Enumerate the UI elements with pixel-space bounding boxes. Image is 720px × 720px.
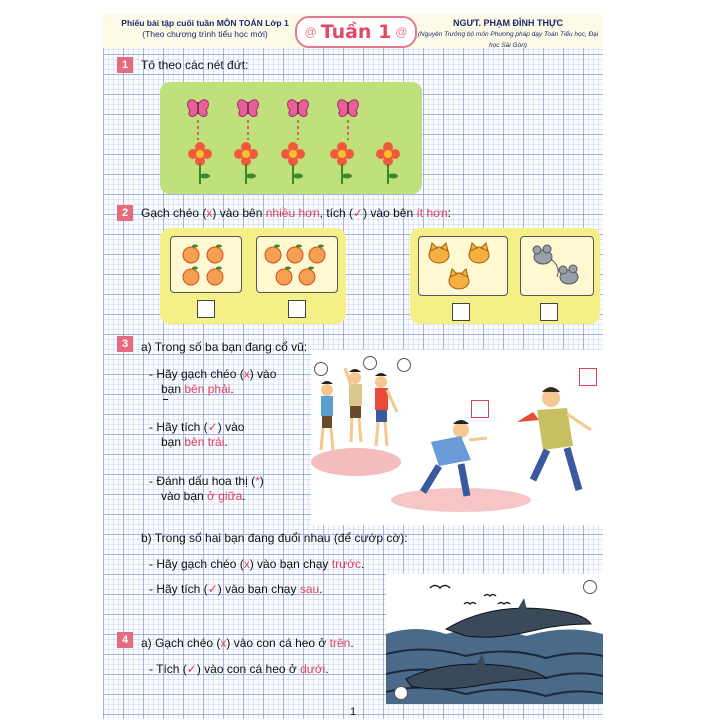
cat-mouse-panel: [410, 228, 600, 324]
cat-group-art: [419, 237, 507, 295]
answer-circle-dolphin-top[interactable]: [583, 580, 597, 594]
q4l1-post: .: [350, 636, 354, 650]
peach-panel: [160, 228, 346, 324]
peach-group-left-art: [171, 237, 241, 292]
q3b1-mid: ) vào bạn chạy: [249, 557, 332, 571]
butterfly-icon: [188, 100, 209, 117]
butterfly-icon: [338, 100, 359, 117]
q3a1-pre: - Hãy gạch chéo (: [149, 367, 244, 381]
q4-line1: [141, 636, 354, 650]
peach-icon: [207, 269, 223, 285]
answer-circle-child-middle[interactable]: [363, 356, 377, 370]
header-left: [115, 18, 295, 40]
cat-icon: [429, 243, 449, 263]
q3a3-l2-post: .: [242, 489, 246, 503]
snail-left-icon: @: [304, 25, 317, 39]
chasing-child-behind: [423, 420, 487, 496]
q3b2-pre: - Hãy tích (: [149, 582, 208, 596]
q3b-title: b) Trong số hai bạn đang đuổi nhau (để cướp cờ):: [141, 531, 408, 545]
q2-text-e: :: [447, 206, 452, 220]
peach-icon: [183, 269, 199, 285]
cheering-child-middle: [345, 368, 362, 442]
worksheet-page: [103, 14, 603, 719]
q3b-item2: [149, 582, 323, 596]
dashed-trace-lines: [198, 120, 348, 140]
q3a3-l2-red: ở giữa: [207, 489, 243, 503]
check-mark: ✓: [207, 582, 218, 596]
peach-icon: [265, 247, 281, 263]
q3a3-pre: - Đánh dấu hoa thị (: [149, 474, 256, 488]
mouse-icon: [559, 265, 578, 284]
q3b1-pre: - Hãy gạch chéo (: [149, 557, 244, 571]
butterfly-icon: [238, 100, 259, 117]
header-author-title: (Nguyên Trưởng bộ môn Phương pháp dạy Toán Tiểu học, Đại học Sài Gòn): [417, 31, 599, 49]
answer-box-chaser-front[interactable]: [579, 368, 597, 386]
q3a3-l2-pre: vào bạn: [161, 489, 208, 503]
q3a1-post: ) vào: [249, 367, 277, 381]
q3a3-post: ): [259, 474, 264, 488]
q3a1-l2-red: bên phải: [184, 382, 231, 396]
q3b2-post: .: [319, 582, 323, 596]
q4l2-mid: ) vào con cá heo ở: [196, 662, 301, 676]
peach-icon: [299, 269, 315, 285]
peach-icon: [207, 247, 223, 263]
flower-icon: [281, 142, 305, 184]
q3a-item1-line2: [161, 382, 234, 396]
q3a1-l2-pre: bạn: [161, 382, 185, 396]
flower-icon: [376, 142, 400, 184]
header-curriculum: (Theo chương trình tiểu học mới): [142, 29, 268, 39]
children-scene: [311, 350, 603, 525]
flower-icon: [188, 142, 212, 184]
x-mark: x: [243, 557, 250, 571]
header-subject: Phiếu bài tập cuối tuần MÔN TOÁN Lớp 1: [121, 18, 289, 28]
q3b1-red: trước: [331, 557, 362, 571]
q3a-item3-line1: [149, 474, 264, 488]
q3a2-pre: - Hãy tích (: [149, 420, 208, 434]
cat-group: [418, 236, 508, 296]
check-mark: ✓: [353, 206, 364, 220]
q3a-item3-line2: [161, 489, 246, 503]
q3a-item1-line1: [149, 367, 276, 381]
answer-circle-child-left[interactable]: [314, 362, 328, 376]
q3a2-l2-post: .: [224, 435, 228, 449]
q3b2-red: sau: [299, 582, 320, 596]
bird-icons: [430, 586, 510, 605]
flower-icon: [330, 142, 354, 184]
cat-icon: [469, 243, 489, 263]
q4l1-pre: a) Gạch chéo (: [141, 636, 221, 650]
q3a2-l2-pre: bạn: [161, 435, 185, 449]
header-author: NGƯT. PHẠM ĐÌNH THỰC: [453, 18, 563, 28]
answer-box-peach-right[interactable]: [288, 300, 306, 318]
butterfly-flower-panel: [160, 82, 422, 194]
check-mark: ✓: [207, 420, 218, 434]
q3a-title: a) Trong số ba bạn đang cổ vũ:: [141, 340, 308, 354]
x-mark: x: [243, 367, 250, 381]
page-number: 1: [350, 706, 357, 718]
cat-icon: [449, 269, 469, 289]
question-1-text: Tô theo các nét đứt:: [141, 58, 249, 72]
flower-icon: [234, 142, 258, 184]
less-label: ít hơn: [416, 206, 448, 220]
dolphin-scene: [386, 574, 603, 704]
q2-text-a: Gạch chéo (: [141, 206, 207, 220]
x-mark: x: [206, 206, 213, 220]
q3b1-post: .: [361, 557, 365, 571]
answer-box-peach-left[interactable]: [197, 300, 215, 318]
q3a2-post: ) vào: [217, 420, 245, 434]
q4l2-red: dưới: [300, 662, 326, 676]
answer-box-chaser-behind[interactable]: [471, 400, 489, 418]
mouse-group: [520, 236, 594, 296]
peach-icon: [276, 269, 292, 285]
peach-group-right: [256, 236, 338, 293]
cheering-child-right: [375, 373, 397, 446]
q3a-item2-line2: [161, 435, 228, 449]
question-1-badge: 1: [117, 57, 133, 73]
peach-group-right-art: [257, 237, 337, 292]
question-2-text: [141, 206, 451, 220]
answer-circle-dolphin-bottom[interactable]: [394, 686, 408, 700]
peach-icon: [183, 247, 199, 263]
week-title: Tuần 1: [320, 21, 392, 43]
q2-text-d: ) vào bên: [363, 206, 417, 220]
more-label: nhiều hơn: [265, 206, 320, 220]
q3a2-l2-red: bên trái: [184, 435, 225, 449]
header-right: [415, 18, 601, 51]
chasing-child-front: [517, 387, 591, 490]
answer-circle-child-right[interactable]: [397, 358, 411, 372]
q3a-item2-line1: [149, 420, 244, 434]
mouse-icon: [533, 245, 552, 264]
answer-box-cats[interactable]: [452, 303, 470, 321]
q3b2-mid: ) vào bạn chạy: [217, 582, 300, 596]
q4l2-pre: - Tích (: [149, 662, 187, 676]
q2-text-b: ) vào bên: [212, 206, 266, 220]
answer-box-mice[interactable]: [540, 303, 558, 321]
peach-icon: [309, 247, 325, 263]
q4l2-post: .: [325, 662, 329, 676]
dolphin-scene-art: [386, 574, 603, 704]
q3a1-l2-post: .: [230, 382, 234, 396]
q3b-item1: [149, 557, 364, 571]
butterfly-flower-art: [160, 82, 422, 194]
question-4-badge: 4: [117, 632, 133, 648]
butterfly-icon: [288, 100, 309, 117]
q4l1-mid: ) vào con cá heo ở: [226, 636, 330, 650]
q4l1-red: trên: [329, 636, 351, 650]
snail-right-icon: @: [395, 25, 408, 39]
mouse-group-art: [521, 237, 593, 295]
children-scene-art: [311, 350, 603, 525]
star-mark: *: [255, 474, 260, 488]
x-mark: x: [220, 636, 227, 650]
question-2-badge: 2: [117, 205, 133, 221]
week-title-frame: [295, 16, 417, 48]
q4-line2: [149, 662, 329, 676]
dash-mark: [163, 399, 168, 400]
question-3-badge: 3: [117, 336, 133, 352]
cheering-child-left: [321, 381, 333, 450]
q2-text-c: , tích (: [319, 206, 354, 220]
check-mark: ✓: [186, 662, 197, 676]
peach-group-left: [170, 236, 242, 293]
peach-icon: [287, 247, 303, 263]
